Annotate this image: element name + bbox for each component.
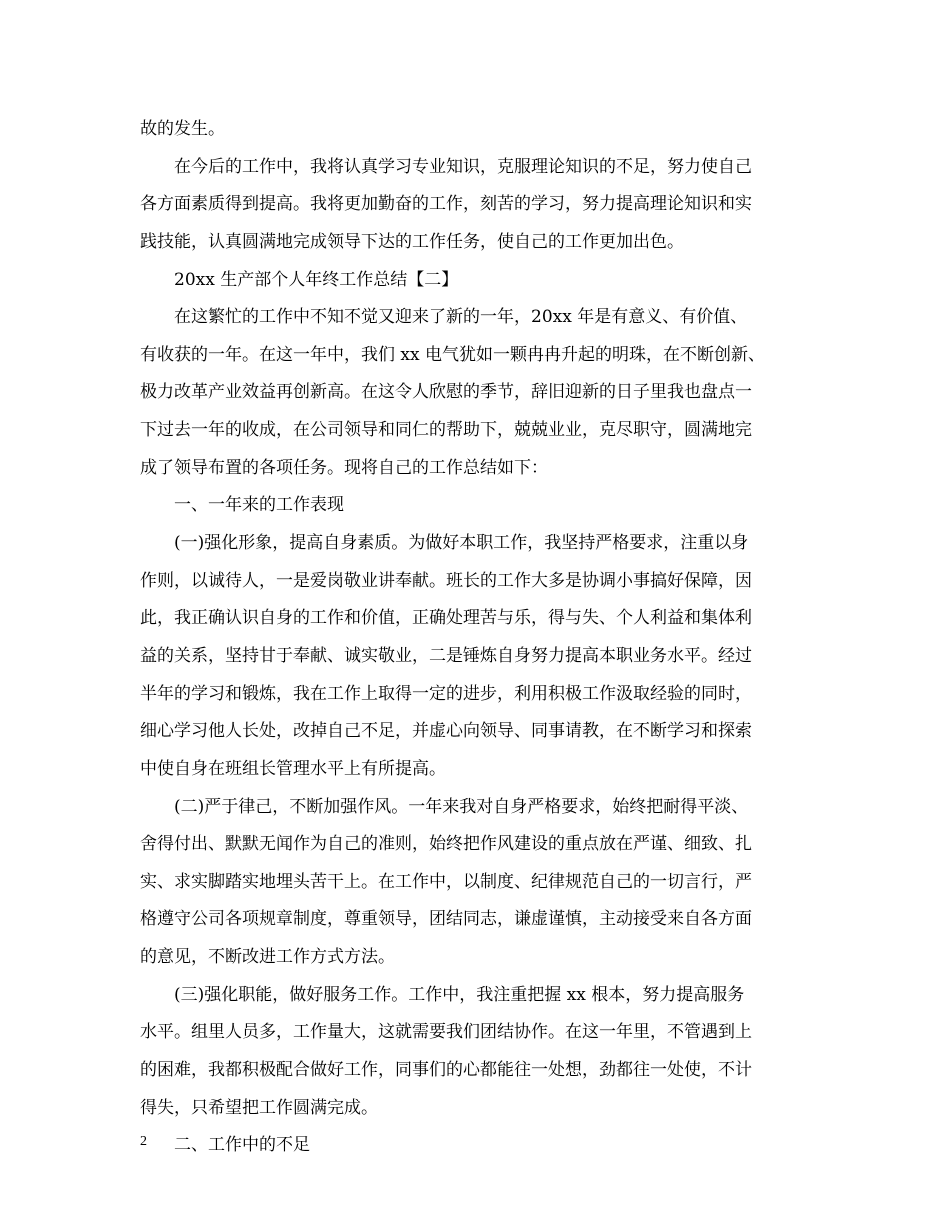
text-line: 的意见，不断改进工作方式方法。 <box>140 947 395 968</box>
text-line: 在这繁忙的工作中不知不觉又迎来了新的一年，20xx 年是有意义、有价值、 <box>174 307 748 328</box>
page-number: 2 <box>140 1134 147 1149</box>
text-line: 各方面素质得到提高。我将更加勤奋的工作，刻苦的学习，努力提高理论知识和实 <box>140 194 752 215</box>
text-line: 此，我正确认识自身的工作和价值，正确处理苦与乐，得与失、个人利益和集体利 <box>140 608 752 629</box>
text-line: 下过去一年的收成，在公司领导和同仁的帮助下，兢兢业业，克尽职守，圆满地完 <box>140 420 752 441</box>
text-line: (三)强化职能，做好服务工作。工作中，我注重把握 xx 根本，努力提高服务 <box>174 984 745 1005</box>
text-line: 的困难，我都积极配合做好工作，同事们的心都能往一处想，劲都往一处使，不计 <box>140 1060 752 1081</box>
text-line: 二、工作中的不足 <box>174 1135 310 1156</box>
text-line: 益的关系，坚持甘于奉献、诚实敬业，二是锤炼自身努力提高本职业务水平。经过 <box>140 645 752 666</box>
text-line: 中使自身在班组长管理水平上有所提高。 <box>140 758 446 779</box>
text-line: (一)强化形象，提高自身素质。为做好本职工作，我坚持严格要求，注重以身 <box>174 533 749 554</box>
text-line: 20xx 生产部个人年终工作总结【二】 <box>174 269 459 290</box>
text-line: 有收获的一年。在这一年中，我们 xx 电气犹如一颗冉冉升起的明珠，在不断创新、 <box>140 344 765 365</box>
text-line: 极力改革产业效益再创新高。在这令人欣慰的季节，辞旧迎新的日子里我也盘点一 <box>140 382 752 403</box>
text-line: 成了领导布置的各项任务。现将自己的工作总结如下： <box>140 457 548 478</box>
text-line: (二)严于律己，不断加强作风。一年来我对自身严格要求，始终把耐得平淡、 <box>174 796 749 817</box>
text-line: 得失，只希望把工作圆满完成。 <box>140 1097 378 1118</box>
document-body <box>140 111 830 1165</box>
text-line: 半年的学习和锻炼，我在工作上取得一定的进步，利用积极工作汲取经验的同时， <box>140 683 752 704</box>
text-line: 作则，以诚待人，一是爱岗敬业讲奉献。班长的工作大多是协调小事搞好保障，因 <box>140 570 752 591</box>
text-line: 实、求实脚踏实地埋头苦干上。在工作中，以制度、纪律规范自己的一切言行，严 <box>140 871 752 892</box>
text-line: 细心学习他人长处，改掉自己不足，并虚心向领导、同事请教，在不断学习和探索 <box>140 721 752 742</box>
text-line: 水平。组里人员多，工作量大，这就需要我们团结协作。在这一年里，不管遇到上 <box>140 1022 752 1043</box>
text-line: 践技能，认真圆满地完成领导下达的工作任务，使自己的工作更加出色。 <box>140 231 684 252</box>
text-line: 一、一年来的工作表现 <box>174 495 344 516</box>
text-line: 舍得付出、默默无闻作为自己的准则，始终把作风建设的重点放在严谨、细致、扎 <box>140 834 752 855</box>
text-line: 在今后的工作中，我将认真学习专业知识，克服理论知识的不足，努力使自己 <box>174 156 752 177</box>
text-line: 格遵守公司各项规章制度，尊重领导，团结同志，谦虚谨慎，主动接受来自各方面 <box>140 909 752 930</box>
text-line: 故的发生。 <box>140 119 225 139</box>
